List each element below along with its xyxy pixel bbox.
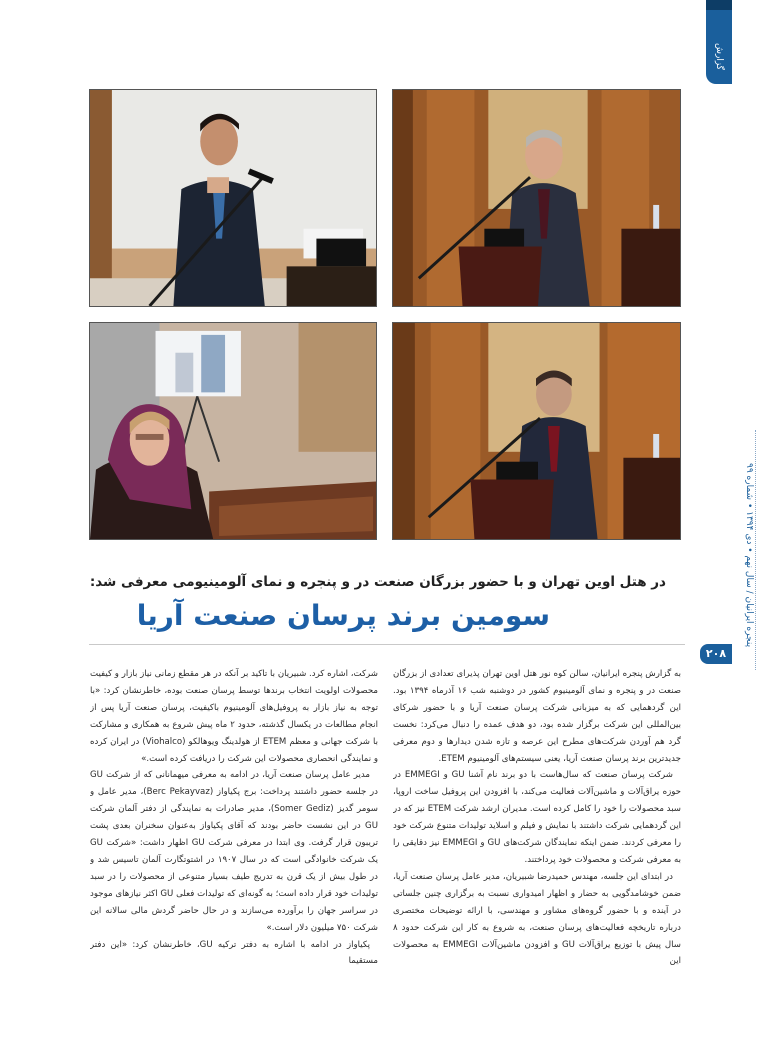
section-tab-cap <box>706 0 732 10</box>
margin-dotted-rule <box>755 430 756 670</box>
magazine-issue-line: پنجره ایرانیان / سال نهم • دی ۱۳۹۴ • شماره ۹۹ <box>744 462 754 648</box>
page-number: ۲۰۸ <box>700 644 732 664</box>
section-tab-label: گزارش <box>714 43 724 71</box>
paragraph: به گزارش پنجره ایرانیان، سالن کوه نور هتل اوین تهران پذیرای تعدادی از بزرگان صنعت در و پنجره و نمای آلومینیوم کشور در دوشنبه شب ۱۶ آذرماه ۱۳۹۴ بود. این گردهمایی که به میزبانی شرکت پرسان صنعت آریا و با حضور شرکای بین‌المللی این شرکت برگزار شده بود، دو هدف عمده را دنبال می‌کرد: نخست گرد هم آوردن شرکت‌های مطرح این عرصه و تازه شدن دیدارها و دوم معرفی جدیدترین برند پرسان صنعت آریا، یعنی سیستم‌های آلومینیوم ETEM. <box>393 669 681 764</box>
paragraph: شرکت، اشاره کرد. شبیریان با تاکید بر آنکه در هر مقطع زمانی نیاز بازار و کیفیت محصولات اولویت انتخاب برندها توسط پرسان صنعت بوده، خاطرنشان کرد: «با توجه به نیاز بازار به پروفیل‌های آلومینیوم باکیفیت، پرسان صنعت آریا پس از انجام مطالعات در یکسال گذشته، حدود ۲ ماه پیش شروع به همکاری و مشارکت با شرکت جهانی و معظم ETEM از هولدینگ ویوهالکو (Viohalco) در ایران کرده و نمایندگی انحصاری محصولات این شرکت را دریافت کرده است.» <box>90 669 378 764</box>
article-column-left <box>90 666 378 966</box>
photo-speaker-young-man <box>89 89 377 307</box>
article-title: سومین برند پرسان صنعت آریا <box>136 599 550 632</box>
photo-speaker-lectern-2 <box>392 322 681 540</box>
title-divider <box>89 644 685 645</box>
article-column-right <box>393 666 681 966</box>
paragraph: شرکت پرسان صنعت که سال‌هاست با دو برند نام آشنا GU و EMMEGI در حوزه یراق‌آلات و ماشین‌آلات فعالیت می‌کند، با افزودن این پروفیل ساخت اروپا، سبد محصولات را خود را کامل کرده است. مدیران ارشد شرکت ETEM نیز که در این گردهمایی شرکت داشتند با نمایش و فیلم و اسلاید تولیدات متنوع شرکت خود را معرفی کردند. ضمن اینکه نمایندگان شرکت‌های GU و EMMEGI نیز دقایقی را به معرفی شرکت و محصولات خود پرداختند. <box>393 770 681 865</box>
article-kicker: در هتل اوین تهران و با حضور بزرگان صنعت در و پنجره و نمای آلومینیومی معرفی شد: <box>89 574 666 590</box>
paragraph: در ابتدای این جلسه، مهندس حمیدرضا شبیریان، مدیر عامل پرسان صنعت آریا، ضمن خوشامدگویی به حضار و اظهار امیدواری نسبت به برگزاری چنین جلساتی در آینده و با حضور گروه‌های مشاور و مهندسی، با ارائه توضیحات مختصری درباره تاریخچه فعالیت‌های پرسان صنعت، به شروع به کار این شرکت حدود ۸ سال پیش با توزیع یراق‌آلات GU و افزودن ماشین‌آلات EMMEGI به محصولات این <box>393 871 681 966</box>
photo-speaker-lectern-1 <box>392 89 681 307</box>
paragraph: پکیاواز در ادامه با اشاره به دفتر ترکیه GU، خاطرنشان کرد: «این دفتر مستقیما <box>90 939 378 966</box>
photo-audience-woman <box>89 322 377 540</box>
paragraph: مدیر عامل پرسان صنعت آریا، در ادامه به معرفی میهمانانی که از شرکت GU در جلسه حضور داشتند پرداخت: برج پکیاواز (Berc Pekayvaz)، مدیر عامل و سومر گدیز (Somer Gediz)، مدیر صادرات به نمایندگی از دفتر آلمان شرکت GU در این نشست حاضر بودند که آقای پکیاواز به‌عنوان سخنران بعدی پشت تریبون قرار گرفت. وی ابتدا در معرفی شرکت GU اظهار داشت: «شرکت GU یک شرکت خانوادگی است که در سال ۱۹۰۷ در اشتوتگارت آلمان تاسیس شد و در طول بیش از یک قرن به تدریج طیف بسیار متنوعی از محصولات را در سبد تولیدات خود قرار داده است؛ به گونه‌ای که تولیدات فعلی GU اکثر نیازهای موجود در سراسر جهان را برآورده می‌سازند و در حال حاضر گردش مالی سالانه این شرکت ۷۵۰ میلیون دلار است.» <box>90 770 378 933</box>
